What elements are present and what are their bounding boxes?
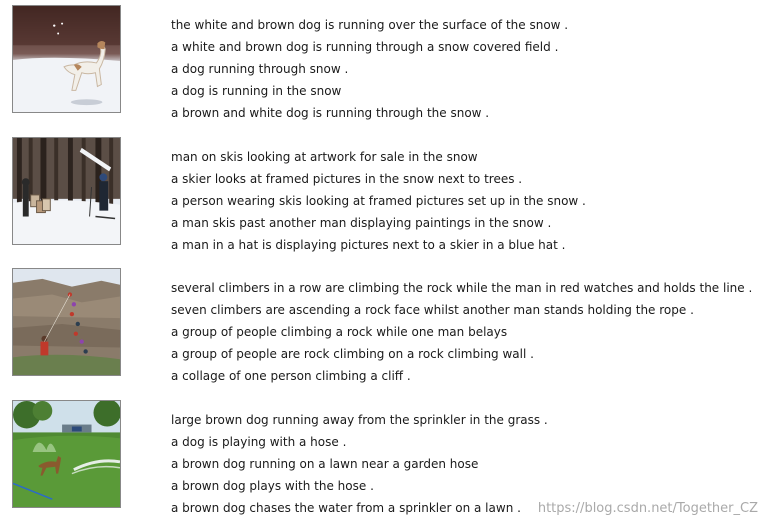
caption: a collage of one person climbing a cliff . bbox=[171, 369, 411, 383]
caption: a dog running through snow . bbox=[171, 62, 349, 76]
caption: seven climbers are ascending a rock face whilst another man stands holding the rope . bbox=[171, 303, 694, 317]
caption: several climbers in a row are climbing the rock while the man in red watches and holds the line . bbox=[171, 281, 753, 295]
rock-climbers-image-icon bbox=[13, 269, 120, 375]
caption: a dog is running in the snow bbox=[171, 84, 342, 98]
caption: a skier looks at framed pictures in the snow next to trees . bbox=[171, 172, 523, 186]
caption: a brown dog plays with the hose . bbox=[171, 479, 374, 493]
caption-list bbox=[171, 146, 586, 256]
caption: a man in a hat is displaying pictures next to a skier in a blue hat . bbox=[171, 238, 566, 252]
caption: a brown dog chases the water from a sprinkler on a lawn . bbox=[171, 501, 521, 515]
skiers-artwork-photo bbox=[12, 137, 121, 245]
caption-row bbox=[0, 5, 768, 120]
caption: man on skis looking at artwork for sale in the snow bbox=[171, 150, 478, 164]
caption: a man skis past another man displaying paintings in the snow . bbox=[171, 216, 552, 230]
caption: the white and brown dog is running over the surface of the snow . bbox=[171, 18, 569, 32]
caption-list bbox=[171, 409, 548, 519]
caption: a group of people are rock climbing on a rock climbing wall . bbox=[171, 347, 534, 361]
caption: a brown dog running on a lawn near a garden hose bbox=[171, 457, 479, 471]
caption: a dog is playing with a hose . bbox=[171, 435, 347, 449]
caption: large brown dog running away from the sprinkler in the grass . bbox=[171, 413, 548, 427]
caption-row bbox=[0, 268, 768, 383]
caption-list bbox=[171, 277, 752, 387]
caption: a white and brown dog is running through a snow covered field . bbox=[171, 40, 559, 54]
rock-climbers-photo bbox=[12, 268, 121, 376]
dog-snow-image-icon bbox=[13, 6, 120, 112]
caption-list bbox=[171, 14, 568, 124]
caption: a brown and white dog is running through the snow . bbox=[171, 106, 490, 120]
dog-sprinkler-photo bbox=[12, 400, 121, 508]
dog-snow-photo bbox=[12, 5, 121, 113]
skiers-artwork-image-icon bbox=[13, 138, 120, 244]
caption: a group of people climbing a rock while one man belays bbox=[171, 325, 508, 339]
caption-row bbox=[0, 137, 768, 252]
watermark-text: https://blog.csdn.net/Together_CZ bbox=[537, 501, 758, 516]
caption-row bbox=[0, 400, 768, 515]
caption: a person wearing skis looking at framed pictures set up in the snow . bbox=[171, 194, 586, 208]
dog-sprinkler-image-icon bbox=[13, 401, 120, 507]
